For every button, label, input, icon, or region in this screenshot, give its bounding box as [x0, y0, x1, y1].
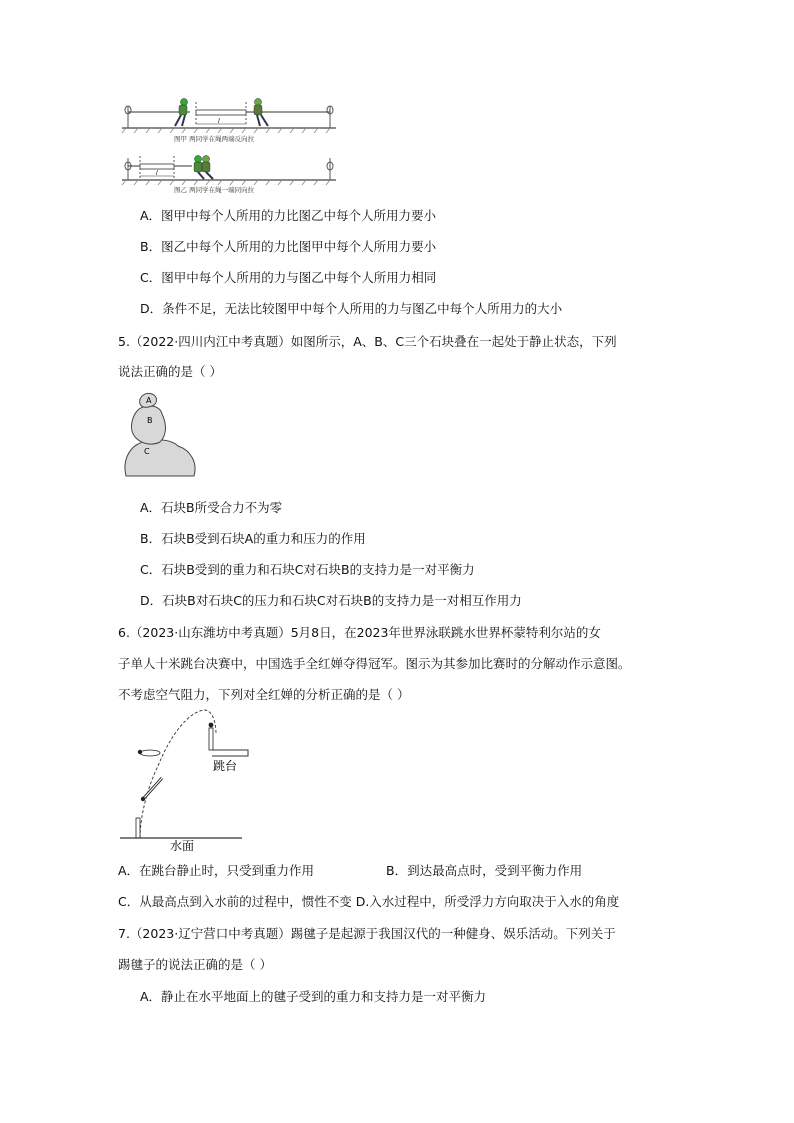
q6-option-cd: C．从最高点到入水前的过程中，惯性不变 D.入水过程中，所受浮力方向取决于入水的角度 — [118, 894, 620, 909]
q5-option-d: D．石块B对石块C的压力和石块C对石块B的支持力是一对相互作用力 — [140, 593, 522, 608]
q4-option-b: B．图乙中每个人所用的力比图甲中每个人所用力要小 — [140, 239, 437, 254]
tug-figure — [118, 96, 340, 192]
children-pair-icon — [194, 156, 213, 180]
diver-standing-icon — [209, 723, 214, 750]
stone-c-label: C — [144, 447, 150, 456]
q6-stem-line-3: 不考虑空气阻力，下列对全红婵的分析正确的是（ ） — [118, 687, 410, 702]
q5-option-c: C．石块B受到的重力和石块C对石块B的支持力是一对平衡力 — [140, 562, 475, 577]
q7-stem-line-1: 7.（2023·辽宁营口中考真题）踢毽子是起源于我国汉代的一种健身、娱乐活动。下列关于 — [118, 926, 616, 941]
q4-option-c: C．图甲中每个人所用的力与图乙中每个人所用力相同 — [140, 270, 437, 285]
stone-c — [125, 440, 195, 476]
q7-option-a: A．静止在水平地面上的毽子受到的重力和支持力是一对平衡力 — [140, 989, 487, 1004]
diver-tuck-icon — [138, 750, 160, 756]
q5-stem-line-1: 5.（2022·四川内江中考真题）如图所示，A、B、C三个石块叠在一起处于静止状态，下列 — [118, 334, 617, 349]
caption-figure-b: 图乙 两同学在绳一端同向拉 — [174, 186, 255, 194]
q7-stem-line-2: 踢毽子的说法正确的是（ ） — [118, 957, 272, 972]
q6-option-a: A．在跳台静止时，只受到重力作用 — [118, 863, 315, 878]
q5-option-b: B．石块B受到石块A的重力和压力的作用 — [140, 531, 366, 546]
q6-stem-line-2: 子单人十米跳台决赛中，中国选手全红婵夺得冠军。图示为其参加比赛时的分解动作示意图。 — [118, 656, 631, 671]
stone-b-label: B — [147, 416, 153, 425]
stone-a-label: A — [146, 396, 152, 405]
diving-figure — [118, 706, 258, 853]
platform-label: 跳台 — [213, 759, 238, 773]
q5-stem-line-2: 说法正确的是（ ） — [118, 364, 222, 379]
q4-option-d: D．条件不足，无法比较图甲中每个人所用的力与图乙中每个人所用力的大小 — [140, 301, 563, 316]
q6-stem-line-1: 6.（2023·山东潍坊中考真题）5月8日，在2023年世界泳联跳水世界杯蒙特利尔站的女 — [118, 625, 601, 640]
length-label-bottom: l — [156, 170, 158, 177]
diver-entry-icon — [136, 818, 140, 838]
water-label: 水面 — [170, 839, 195, 853]
q4-option-a: A．图甲中每个人所用的力比图乙中每个人所用力要小 — [140, 208, 437, 223]
q6-option-b: B．到达最高点时，受到平衡力作用 — [386, 863, 583, 878]
length-label-top: l — [218, 118, 220, 125]
q5-option-a: A．石块B所受合力不为零 — [140, 500, 283, 515]
stones-figure — [118, 390, 200, 486]
caption-figure-a: 图甲 两同学在绳两端反向拉 — [174, 135, 255, 143]
